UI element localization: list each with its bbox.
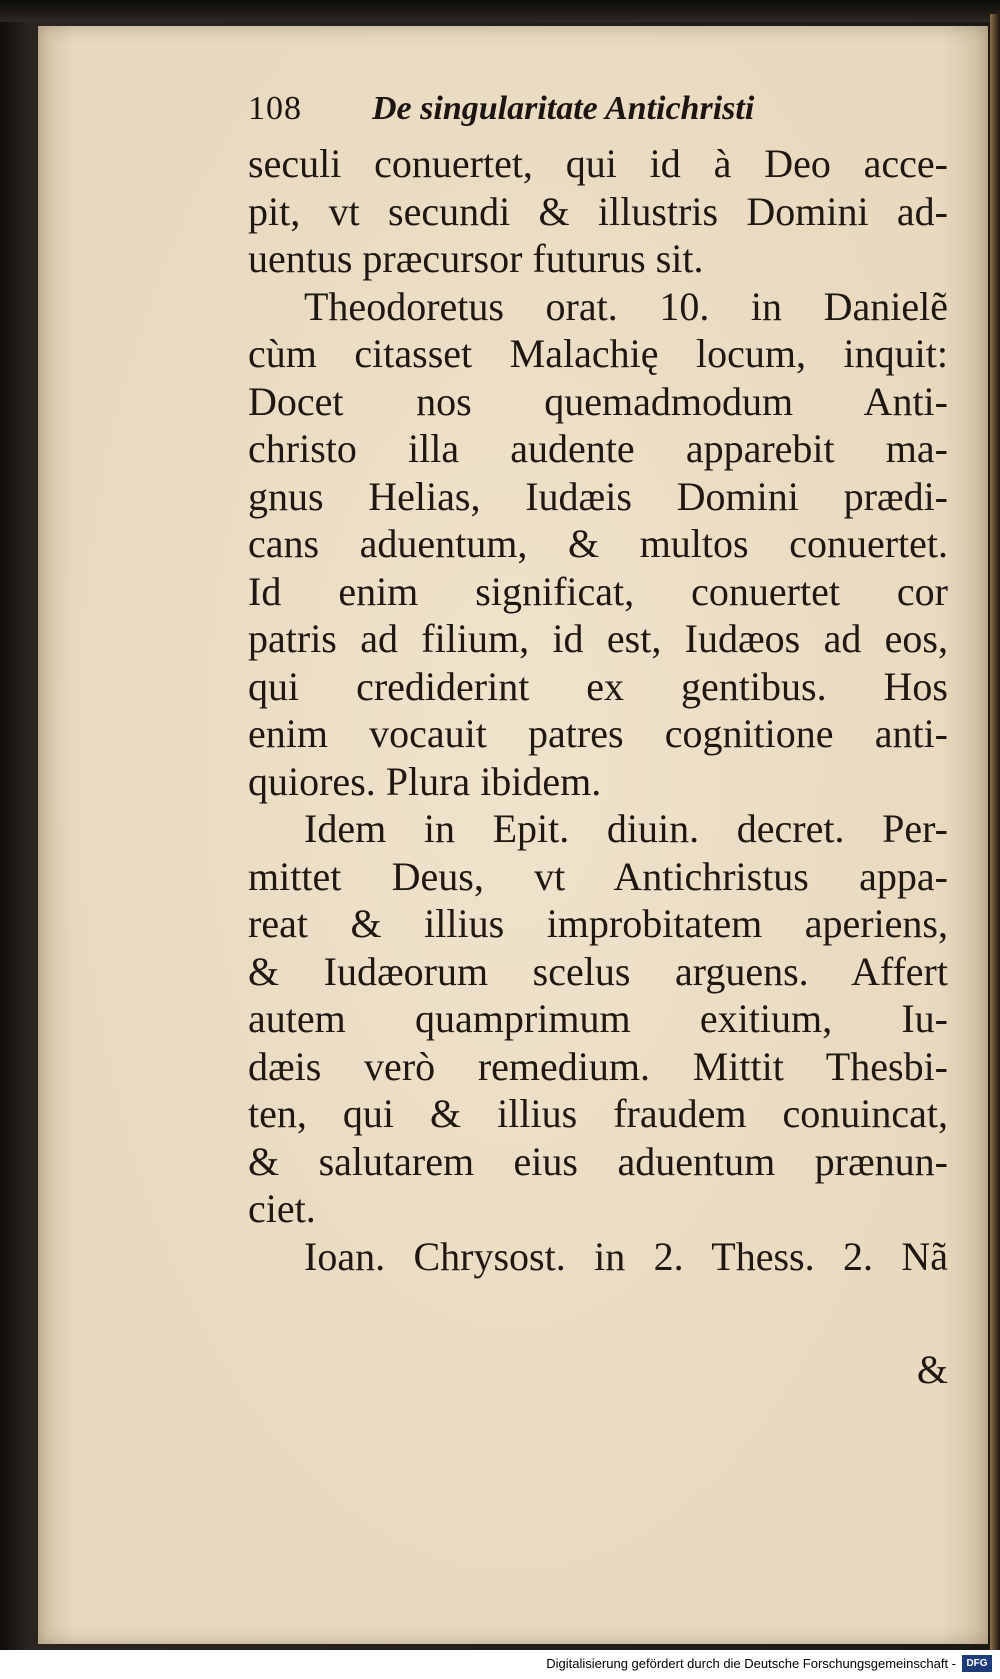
catchword: & — [916, 1347, 948, 1392]
dfg-logo: DFG — [962, 1655, 992, 1672]
text-line: ciet. — [248, 1186, 316, 1231]
text-line: mittet Deus, vt Antichristus appa- — [248, 853, 948, 899]
text-line: pit, vt secundi & illustris Domini ad- — [248, 188, 948, 234]
text-line: qui crediderint ex gentibus. Hos — [248, 663, 948, 709]
running-head: De singularitate Antichristi — [372, 90, 755, 127]
body-text — [248, 140, 948, 1280]
text-line: Idem in Epit. diuin. decret. Per- — [304, 806, 948, 851]
text-line: cans aduentum, & multos conuertet. — [248, 521, 948, 566]
text-line: enim vocauit patres cognitione anti- — [248, 711, 948, 756]
page-number: 108 — [248, 90, 302, 127]
scan-top-edge — [0, 0, 1000, 22]
text-line: autem quamprimum exitium, Iu- — [248, 996, 948, 1041]
funding-credit: Digitalisierung gefördert durch die Deutsche Forschungsgemeinschaft - — [546, 1656, 956, 1671]
text-line: dæis verò remedium. Mittit Thesbi- — [248, 1043, 948, 1089]
text-line: quiores. Plura ibidem. — [248, 758, 602, 804]
text-line: Ioan. Chrysost. in 2. Thess. 2. Nã — [304, 1233, 948, 1279]
text-line: reat & illius improbitatem aperiens, — [248, 901, 948, 946]
text-line: & salutarem eius aduentum prænun- — [248, 1138, 948, 1184]
book-edge — [990, 14, 1000, 1654]
text-line: gnus Helias, Iudæis Domini prædi- — [248, 473, 948, 519]
text-line: Id enim significat, conuertet cor — [248, 568, 948, 614]
page-header — [248, 88, 948, 138]
text-line: christo illa audente apparebit ma- — [248, 426, 948, 471]
text-line: Theodoretus orat. 10. in Danielẽ — [304, 283, 948, 329]
text-line: Docet nos quemadmodum Anti- — [248, 378, 948, 424]
footer-bar — [0, 1650, 1000, 1679]
text-line: ten, qui & illius fraudem conuincat, — [248, 1091, 948, 1136]
text-line: patris ad filium, id est, Iudæos ad eos, — [248, 616, 948, 661]
text-line: uentus præcursor futurus sit. — [248, 236, 704, 281]
text-line: & Iudæorum scelus arguens. Affert — [248, 948, 948, 994]
text-line: seculi conuertet, qui id à Deo acce- — [248, 141, 948, 186]
text-line: cùm citasset Malachię locum, inquit: — [248, 331, 948, 376]
